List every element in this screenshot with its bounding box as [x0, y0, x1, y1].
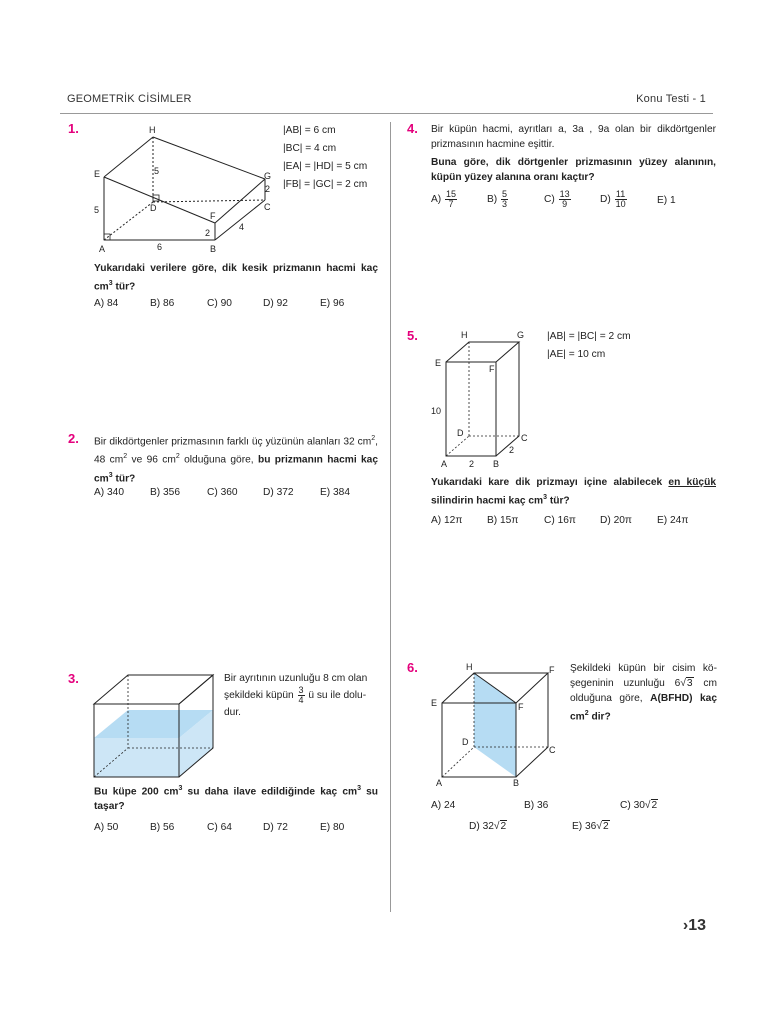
header-divider	[60, 113, 713, 114]
q2-text: ve 96 cm	[127, 454, 176, 466]
q6-label-d: D	[462, 737, 469, 747]
q4-frac-num: 13	[559, 189, 570, 199]
q6-cube-figure	[428, 660, 563, 790]
q3-bold: Bu küpe 200 cm	[94, 786, 179, 798]
q5-len-ae: 10	[431, 406, 442, 416]
q5-label-b: B	[493, 459, 500, 469]
q5-label-c: C	[521, 433, 528, 443]
q6-label-f: F	[518, 702, 524, 712]
q4-option-label: D)	[600, 194, 611, 206]
q1-given: |AB| = 6 cm	[283, 125, 336, 136]
q1-label-g: G	[264, 171, 272, 181]
q6-radicand: 3	[686, 678, 693, 689]
q3-frac-num: 3	[298, 685, 304, 695]
q2-option-a[interactable]: A) 340	[94, 487, 125, 498]
q6-label-f-back: F	[549, 665, 555, 675]
q6-option-radicand: 2	[500, 821, 507, 832]
q6-option-text: E) 36	[572, 821, 597, 832]
q6-option-radicand: 2	[602, 821, 609, 832]
q1-len-ab: 6	[157, 242, 163, 252]
question-1-number: 1.	[68, 121, 79, 136]
q6-option-radicand: 2	[651, 800, 658, 811]
q1-option-d[interactable]: D) 92	[263, 298, 288, 309]
q4-option-b[interactable]	[487, 190, 509, 209]
q6-option-b[interactable]: B) 36	[524, 800, 549, 811]
q5-option-b[interactable]: B) 15π	[487, 515, 519, 526]
q2-text: Bir dikdörtgenler prizmasının farklı üç yüzünün alanları 32 cm	[94, 436, 372, 448]
q4-fraction	[615, 190, 627, 209]
q4-stem: Bir küpün hacmi, ayrıtları a, 3a , 9a olan bir dikdörtgenler prizmasının hacmine eşittir.	[431, 124, 716, 150]
question-3-number: 3.	[68, 671, 79, 686]
question-6-number: 6.	[407, 660, 418, 675]
q3-text: Bir ayrıtının uzunluğu 8 cm olan şekildeki küpün	[224, 673, 368, 702]
q3-sup: 3	[178, 785, 183, 792]
q6-label-e: E	[431, 698, 438, 708]
q2-text: , 48 cm	[94, 436, 378, 466]
question-5-number: 5.	[407, 328, 418, 343]
q5-len-ab: 2	[469, 459, 475, 469]
q3-question	[94, 781, 378, 814]
q6-sup: 2	[584, 710, 589, 717]
q5-option-d[interactable]: D) 20π	[600, 515, 632, 526]
q2-option-e[interactable]: E) 384	[320, 487, 351, 498]
q6-text: cm olduğuna göre,	[570, 678, 717, 704]
test-title: Konu Testi - 1	[636, 93, 706, 105]
q2-sup: 2	[175, 453, 180, 461]
q4-frac-num: 15	[446, 189, 457, 199]
q6-option-a[interactable]: A) 24	[431, 800, 456, 811]
q1-stem-text: Yukarıdaki verilere göre, dik kesik prizmanın hacmi kaç cm	[94, 263, 378, 293]
q2-sup: 2	[371, 435, 376, 442]
q6-label-c: C	[549, 745, 556, 755]
q1-label-f: F	[210, 211, 216, 221]
q6-option-text: D) 32	[469, 821, 494, 832]
q6-option-c[interactable]	[620, 800, 658, 811]
q1-option-b[interactable]: B) 86	[150, 298, 175, 309]
q4-frac-den: 10	[615, 199, 626, 209]
q5-prism-figure	[430, 328, 535, 473]
question-2-number: 2.	[68, 431, 79, 446]
q1-len-bc: 4	[239, 222, 245, 232]
q6-text: Şekildeki küpün bir cisim kö-şegeninin uzunluğu 6	[570, 663, 717, 689]
q2-option-b[interactable]: B) 356	[150, 487, 181, 498]
q4-option-label: C)	[544, 194, 555, 206]
q5-option-e[interactable]: E) 24π	[657, 515, 689, 526]
question-4-number: 4.	[407, 121, 418, 136]
q5-given: |AB| = |BC| = 2 cm	[547, 331, 631, 342]
q2-bold: tür?	[112, 473, 136, 485]
q6-option-d[interactable]	[469, 821, 507, 832]
q4-option-e[interactable]: E) 1	[657, 195, 676, 206]
q4-option-a[interactable]	[431, 190, 458, 209]
q4-fraction	[559, 190, 571, 209]
q2-sup: 2	[123, 453, 128, 461]
page-number	[683, 917, 706, 935]
q3-option-d[interactable]: D) 72	[263, 822, 288, 833]
q6-label-b: B	[513, 778, 520, 788]
q1-option-e[interactable]: E) 96	[320, 298, 345, 309]
q1-given: |BC| = 4 cm	[283, 143, 337, 154]
q1-label-a: A	[99, 244, 106, 254]
q4-option-c[interactable]	[544, 190, 572, 209]
q2-sup: 3	[108, 471, 113, 479]
q1-len-hd: 5	[154, 166, 160, 176]
q3-option-c[interactable]: C) 64	[207, 822, 232, 833]
q5-option-c[interactable]: C) 16π	[544, 515, 576, 526]
q4-fraction	[501, 190, 508, 209]
sqrt-icon: √	[680, 678, 686, 689]
q5-label-e: E	[435, 358, 442, 368]
q1-label-b: B	[210, 244, 217, 254]
column-divider	[390, 122, 391, 912]
q3-bold: su daha ilave edildiğinde kaç cm	[182, 786, 358, 798]
q4-frac-den: 7	[448, 199, 454, 209]
q5-label-a: A	[441, 459, 448, 469]
q1-len-ea: 5	[94, 205, 100, 215]
q5-label-h: H	[461, 330, 468, 340]
q3-option-e[interactable]: E) 80	[320, 822, 345, 833]
q5-sup: 3	[543, 494, 548, 501]
q2-option-c[interactable]: C) 360	[207, 487, 238, 498]
q1-option-c[interactable]: C) 90	[207, 298, 232, 309]
q4-frac-num: 11	[615, 189, 626, 199]
page-number-value: 13	[688, 917, 706, 934]
q3-bold: su taşar?	[94, 786, 378, 813]
q4-question: Buna göre, dik dörtgenler prizmasının yüzey alanının, küpün yüzey alanına oranı kaçtır?	[431, 157, 716, 183]
q1-given: |FB| = |GC| = 2 cm	[283, 179, 368, 190]
q6-label-h: H	[466, 662, 473, 672]
q5-givens	[547, 328, 631, 364]
q6-bold: A(BFHD) kaç cm	[570, 693, 717, 723]
q4-option-d[interactable]	[600, 190, 628, 209]
q5-given: |AE| = 10 cm	[547, 349, 606, 360]
q1-given: |EA| = |HD| = 5 cm	[283, 161, 368, 172]
q2-stem	[94, 431, 378, 486]
q1-label-h: H	[149, 125, 156, 135]
sqrt-icon: √	[493, 821, 500, 832]
sqrt-icon: √	[596, 821, 602, 832]
q1-label-e: E	[94, 169, 101, 179]
q1-len-gc: 2	[265, 184, 271, 194]
q1-prism-figure	[90, 120, 280, 255]
q5-underlined: en küçük	[668, 477, 716, 488]
q5-bold: Yukarıdaki kare dik prizmayı içine alabilecek	[431, 477, 669, 488]
q4-frac-num: 5	[502, 189, 508, 199]
q2-bold: bu prizmanın hacmi kaç cm	[94, 454, 378, 485]
q3-option-a[interactable]: A) 50	[94, 822, 119, 833]
q3-stem	[224, 671, 380, 720]
q5-bold: silindirin hacmi kaç cm	[431, 495, 544, 507]
q5-label-f: F	[489, 364, 495, 374]
q6-stem	[570, 661, 717, 724]
q5-option-a[interactable]: A) 12π	[431, 515, 463, 526]
q1-len-fb: 2	[205, 228, 211, 238]
q3-option-b[interactable]: B) 56	[150, 822, 175, 833]
q4-option-label: B)	[487, 194, 498, 206]
q6-option-text: C) 30	[620, 800, 645, 811]
q6-bold: dir?	[588, 711, 611, 723]
chevron-right-icon: ›	[682, 917, 689, 934]
sqrt-icon: √	[644, 800, 651, 811]
q6-option-e[interactable]	[572, 821, 610, 832]
q3-sup: 3	[357, 785, 361, 792]
q1-stem-sup: 3	[108, 280, 113, 287]
q1-label-c: C	[264, 202, 271, 212]
q1-option-a[interactable]: A) 84	[94, 298, 119, 309]
q3-text: ü su ile dolu-dur.	[224, 690, 367, 718]
q1-label-d: D	[150, 203, 157, 213]
q5-bold: tür?	[547, 495, 570, 507]
q5-label-d: D	[457, 428, 464, 438]
q4-fraction	[445, 190, 457, 209]
q5-len-bc: 2	[509, 445, 515, 455]
q6-label-a: A	[436, 778, 443, 788]
q3-fraction	[298, 686, 305, 705]
q1-givens	[283, 122, 367, 194]
section-title: GEOMETRİK CİSİMLER	[67, 93, 192, 105]
q1-stem-end: tür?	[112, 281, 136, 293]
q2-text: olduğuna göre,	[179, 454, 258, 466]
q1-stem	[94, 261, 378, 294]
q3-cube-figure	[92, 672, 212, 782]
q5-question	[431, 475, 716, 508]
q4-option-label: A)	[431, 194, 442, 206]
q4-frac-den: 3	[502, 199, 508, 209]
q4-frac-den: 9	[562, 199, 568, 209]
q5-label-g: G	[517, 330, 525, 340]
q3-frac-den: 4	[298, 695, 304, 705]
q2-option-d[interactable]: D) 372	[263, 487, 294, 498]
